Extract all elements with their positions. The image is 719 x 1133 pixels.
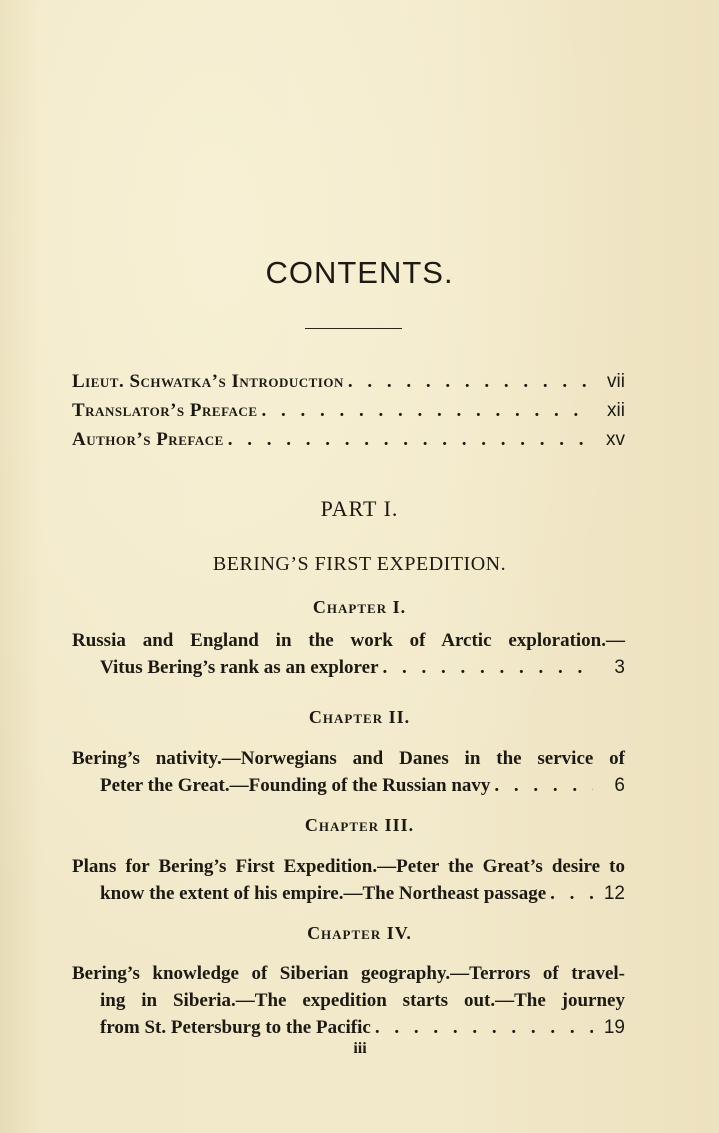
chapter-heading: Chapter III.: [304, 815, 415, 835]
chapter-heading: Chapter I.: [312, 597, 407, 617]
toc-entry-label: Author’s Preface: [72, 429, 224, 450]
dot-leader: [228, 429, 593, 451]
section-heading: BERING’S FIRST EXPEDITION.: [212, 553, 507, 575]
entry-line-last: [72, 880, 625, 907]
entry-line-text: from St. Petersburg to the Pacific: [100, 1017, 371, 1038]
chapter-heading: Chapter II.: [308, 707, 411, 727]
title-rule: [305, 328, 402, 329]
chapter-page: 19: [603, 1017, 625, 1038]
entry-line-last: [72, 654, 625, 681]
entry-line-last: [72, 772, 625, 799]
part-heading: PART I.: [320, 496, 399, 521]
toc-entry-page: xii: [607, 400, 625, 421]
entry-line: Russia and England in the work of Arctic exploration.—: [72, 630, 625, 651]
chapter-heading: Chapter IV.: [307, 923, 412, 943]
dot-leader: [494, 772, 593, 799]
toc-entry-introduction: [72, 371, 625, 397]
chapter-page: 3: [614, 657, 625, 678]
chapter-entry-3: [72, 853, 625, 907]
toc-entry-label: Lieut. Schwatka’s Introduction: [72, 371, 344, 392]
toc-entry-page: xv: [606, 429, 625, 450]
chapter-entry-4: [72, 960, 625, 1041]
chapter-entry-1: [72, 627, 625, 681]
entry-line: ing in Siberia.—The expedition starts out.—The journey: [100, 990, 625, 1011]
entry-line: Plans for Bering’s First Expedition.—Peter the Great’s desire to: [72, 856, 625, 877]
toc-entry-label: Translator’s Preface: [72, 400, 258, 421]
toc-entry-page: vii: [607, 371, 625, 392]
entry-line-text: Peter the Great.—Founding of the Russian navy: [100, 775, 491, 796]
dot-leader: [375, 1014, 593, 1041]
toc-entry-authors-preface: [72, 429, 625, 455]
dot-leader: [383, 654, 594, 681]
page-folio: iii: [353, 1040, 367, 1057]
chapter-entry-2: [72, 745, 625, 799]
entry-line-last: [72, 1014, 625, 1041]
chapter-page: 6: [614, 775, 625, 796]
chapter-page: 12: [603, 883, 625, 904]
entry-line: Bering’s nativity.—Norwegians and Danes in the service of: [72, 748, 625, 769]
dot-leader: [348, 371, 593, 393]
dot-leader: [550, 880, 593, 907]
toc-entry-translators-preface: [72, 400, 625, 426]
dot-leader: [262, 400, 594, 422]
entry-line-text: Vitus Bering’s rank as an explorer: [100, 657, 379, 678]
page-title: CONTENTS.: [265, 255, 454, 290]
entry-line: Bering’s knowledge of Siberian geography.—Terrors of travel-: [72, 963, 625, 984]
entry-line-text: know the extent of his empire.—The Northeast passage: [100, 883, 547, 904]
